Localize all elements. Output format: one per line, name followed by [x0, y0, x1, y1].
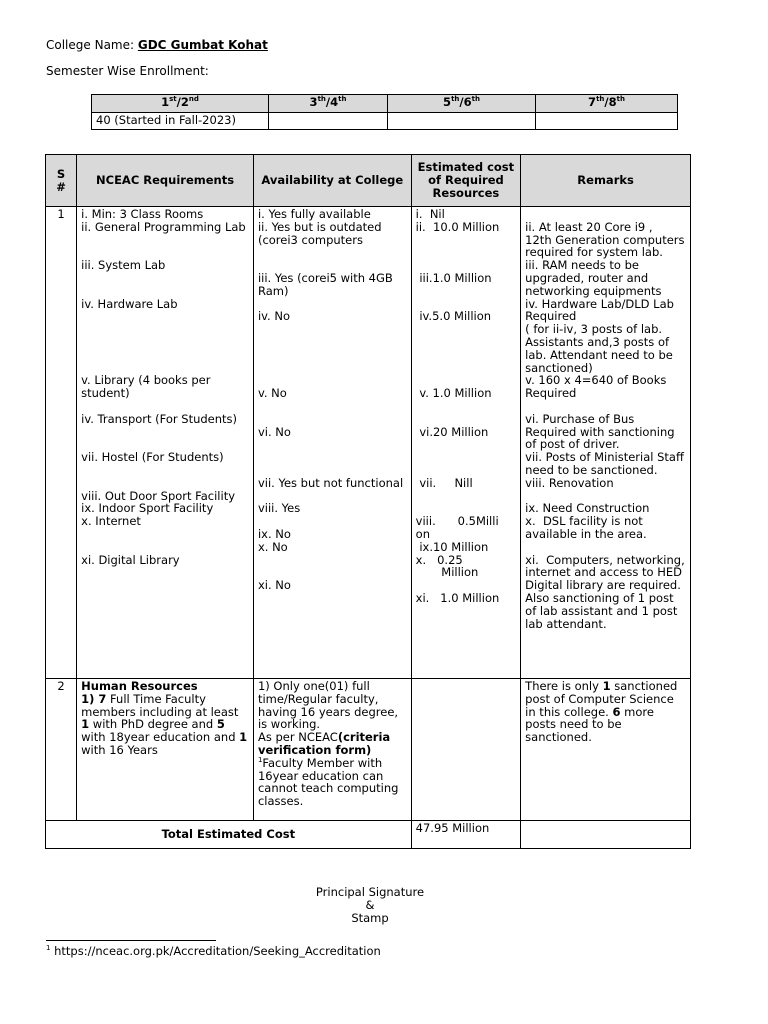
signature-block: [0, 886, 740, 924]
footnote: [46, 944, 381, 958]
semester-header-1-2: 1st/2nd: [92, 95, 269, 113]
row1-requirements: i. Min: 3 Class Rooms ii. General Programming Lab iii. System Lab iv. Hardware Lab v. Library (4 books per student) iv. Transport (For Students) vii. Hostel (For Students) viii. Out Door Sport Facility ix. Indoor Sport Facility x. Internet xi. Digital Library: [77, 207, 254, 679]
semester-value-7-8: [536, 113, 678, 130]
signature-line-2: &: [365, 897, 375, 912]
semester-value-1-2: 40 (Started in Fall-2023): [92, 113, 269, 130]
footnote-divider: [46, 940, 216, 941]
total-value: 47.95 Million: [411, 821, 521, 849]
requirements-table: [45, 154, 691, 849]
header-estimated-cost: Estimated cost of Required Resources: [411, 155, 521, 207]
table-row: [46, 207, 691, 679]
semester-header-7-8: 7th/8th: [536, 95, 678, 113]
total-label: Total Estimated Cost: [46, 821, 412, 849]
header-serial: S #: [46, 155, 77, 207]
header-remarks: Remarks: [521, 155, 691, 207]
signature-line-3: Stamp: [351, 910, 389, 925]
row1-cost: i. Nil ii. 10.0 Million iii.1.0 Million iv.5.0 Million v. 1.0 Million vi.20 Million vii. Nill viii. 0.5Milli on ix.10 Million x. 0.25 Million xi. 1.0 Million: [411, 207, 521, 679]
row1-serial: 1: [46, 207, 77, 679]
semester-header-3-4: 3th/4th: [269, 95, 388, 113]
row2-cost: [411, 679, 521, 821]
row2-remarks: There is only 1 sanctioned post of Computer Science in this college. 6 more posts need to be sanctioned.: [521, 679, 691, 821]
college-name-label: College Name:: [46, 38, 138, 52]
semester-value-row: [92, 113, 678, 130]
row2-requirements: Human Resources 1) 7 Full Time Faculty members including at least 1 with PhD degree and 5 with 18year education and 1 with 16 Years: [77, 679, 254, 821]
footnote-link[interactable]: https://nceac.org.pk/Accreditation/Seeking_Accreditation: [50, 944, 381, 958]
row1-availability: i. Yes fully available ii. Yes but is outdated (corei3 computers iii. Yes (corei5 with 4GB Ram) iv. No v. No vi. No vii. Yes but not functional viii. Yes ix. No x. No xi. No: [253, 207, 411, 679]
college-name: GDC Gumbat Kohat: [137, 38, 268, 52]
semester-enrollment-table: [91, 94, 678, 130]
total-remarks: [521, 821, 691, 849]
requirements-header-row: [46, 155, 691, 207]
header-requirements: NCEAC Requirements: [77, 155, 254, 207]
footnote-reference: 1: [257, 755, 263, 764]
footnote-mark: 1: [46, 944, 51, 953]
semester-value-3-4: [269, 113, 388, 130]
row2-availability: 1) Only one(01) full time/Regular faculty, having 16 years degree, is working. As per NCEAC(criteria verification form) $^1$Faculty Member with 16year education can cannot teach computing classes.: [253, 679, 411, 821]
total-row: [46, 821, 691, 849]
header-availability: Availability at College: [253, 155, 411, 207]
semester-header-row: [92, 95, 678, 113]
semester-value-5-6: [388, 113, 536, 130]
semester-enrollment-label: Semester Wise Enrollment:: [46, 64, 209, 78]
row2-serial: 2: [46, 679, 77, 821]
table-row: [46, 679, 691, 821]
row1-remarks: ii. At least 20 Core i9 , 12th Generation computers required for system lab. iii. RAM needs to be upgraded, router and networking equipments iv. Hardware Lab/DLD Lab Required ( for ii-iv, 3 posts of lab. Assistants and,3 posts of lab. Attendant need to be sanctioned) v. 160 x 4=640 of Books Required vi. Purchase of Bus Required with sanctioning of post of driver. vii. Posts of Ministerial Staff need to be sanctioned. viii. Renovation ix. Need Construction x. DSL facility is not available in the area. xi. Computers, networking, internet and access to HED Digital library are required. Also sanctioning of 1 post of lab assistant and 1 post lab attendant.: [521, 207, 691, 679]
signature-line-1: Principal Signature: [315, 885, 425, 899]
semester-header-5-6: 5th/6th: [388, 95, 536, 113]
college-name-line: [46, 38, 268, 52]
